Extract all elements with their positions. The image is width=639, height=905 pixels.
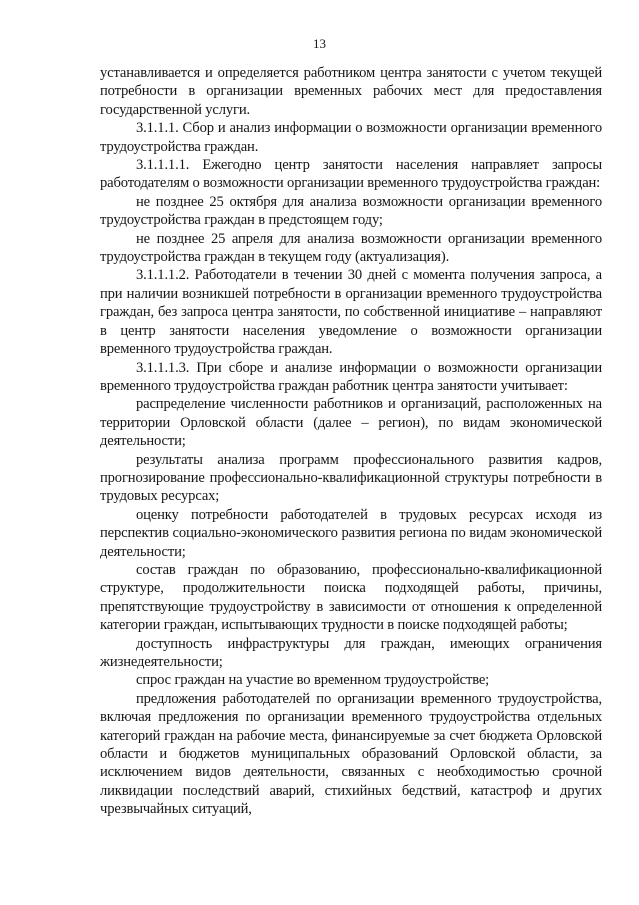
paragraph: 3.1.1.1.1. Ежегодно центр занятости населения направляет запросы работодателям о возможности организации временного трудоустройства граждан: bbox=[100, 157, 602, 192]
paragraph: распределение численности работников и организаций, расположенных на территории Орловской области (далее – регион), по видам экономической деятельности; bbox=[100, 396, 602, 450]
paragraph: состав граждан по образованию, профессионально-квалификационной структуре, продолжительности поиска подходящей работы, причины, препятствующие трудоустройству в зависимости от отношения к определенной категории граждан, испытывающих трудности в поиске подходящей работы; bbox=[100, 561, 602, 634]
paragraph: 3.1.1.1. Сбор и анализ информации о возможности организации временного трудоустройства граждан. bbox=[100, 120, 602, 155]
document-body bbox=[100, 64, 602, 819]
paragraph: доступность инфраструктуры для граждан, имеющих ограничения жизнедеятельности; bbox=[100, 635, 602, 670]
paragraph: не позднее 25 октября для анализа возможности организации временного трудоустройства граждан в предстоящем году; bbox=[100, 193, 602, 229]
paragraph: устанавливается и определяется работником центра занятости с учетом текущей потребности в организации временных рабочих мест для предоставления государственной услуги. bbox=[100, 65, 602, 118]
paragraph: оценку потребности работодателей в трудовых ресурсах исходя из перспектив социально-экономического развития региона по видам экономической деятельности; bbox=[100, 506, 602, 560]
paragraph: спрос граждан на участие во временном трудоустройстве; bbox=[136, 672, 490, 689]
paragraph: предложения работодателей по организации временного трудоустройства, включая предложения по организации временного трудоустройства отдельных категорий граждан на рабочие места, финансируемые за счет бюджета Орловской области и бюджетов муниципальных образований Орловской области, за исключением видов деятельности, связанных с необходимостью срочной ликвидации последствий аварий, стихийных бедствий, катастроф и других чрезвычайных ситуаций, bbox=[100, 690, 602, 818]
page-number: 13 bbox=[313, 36, 326, 51]
paragraph: результаты анализа программ профессионального развития кадров, прогнозирование профессионально-квалификационной структуры потребности в трудовых ресурсах; bbox=[100, 451, 602, 505]
paragraph: 3.1.1.1.3. При сборе и анализе информации о возможности организации временного трудоустройства граждан работник центра занятости учитывает: bbox=[100, 359, 602, 394]
paragraph: 3.1.1.1.2. Работодатели в течении 30 дней с момента получения запроса, а при наличии возникшей потребности в организации временного трудоустройства граждан, без запроса центра занятости, по собственной инициативе – направляют в центр занятости населения уведомление о возможности организации временного трудоустройства граждан. bbox=[100, 267, 602, 358]
paragraph: не позднее 25 апреля для анализа возможности организации временного трудоустройства граждан в текущем году (актуализация). bbox=[100, 230, 602, 266]
